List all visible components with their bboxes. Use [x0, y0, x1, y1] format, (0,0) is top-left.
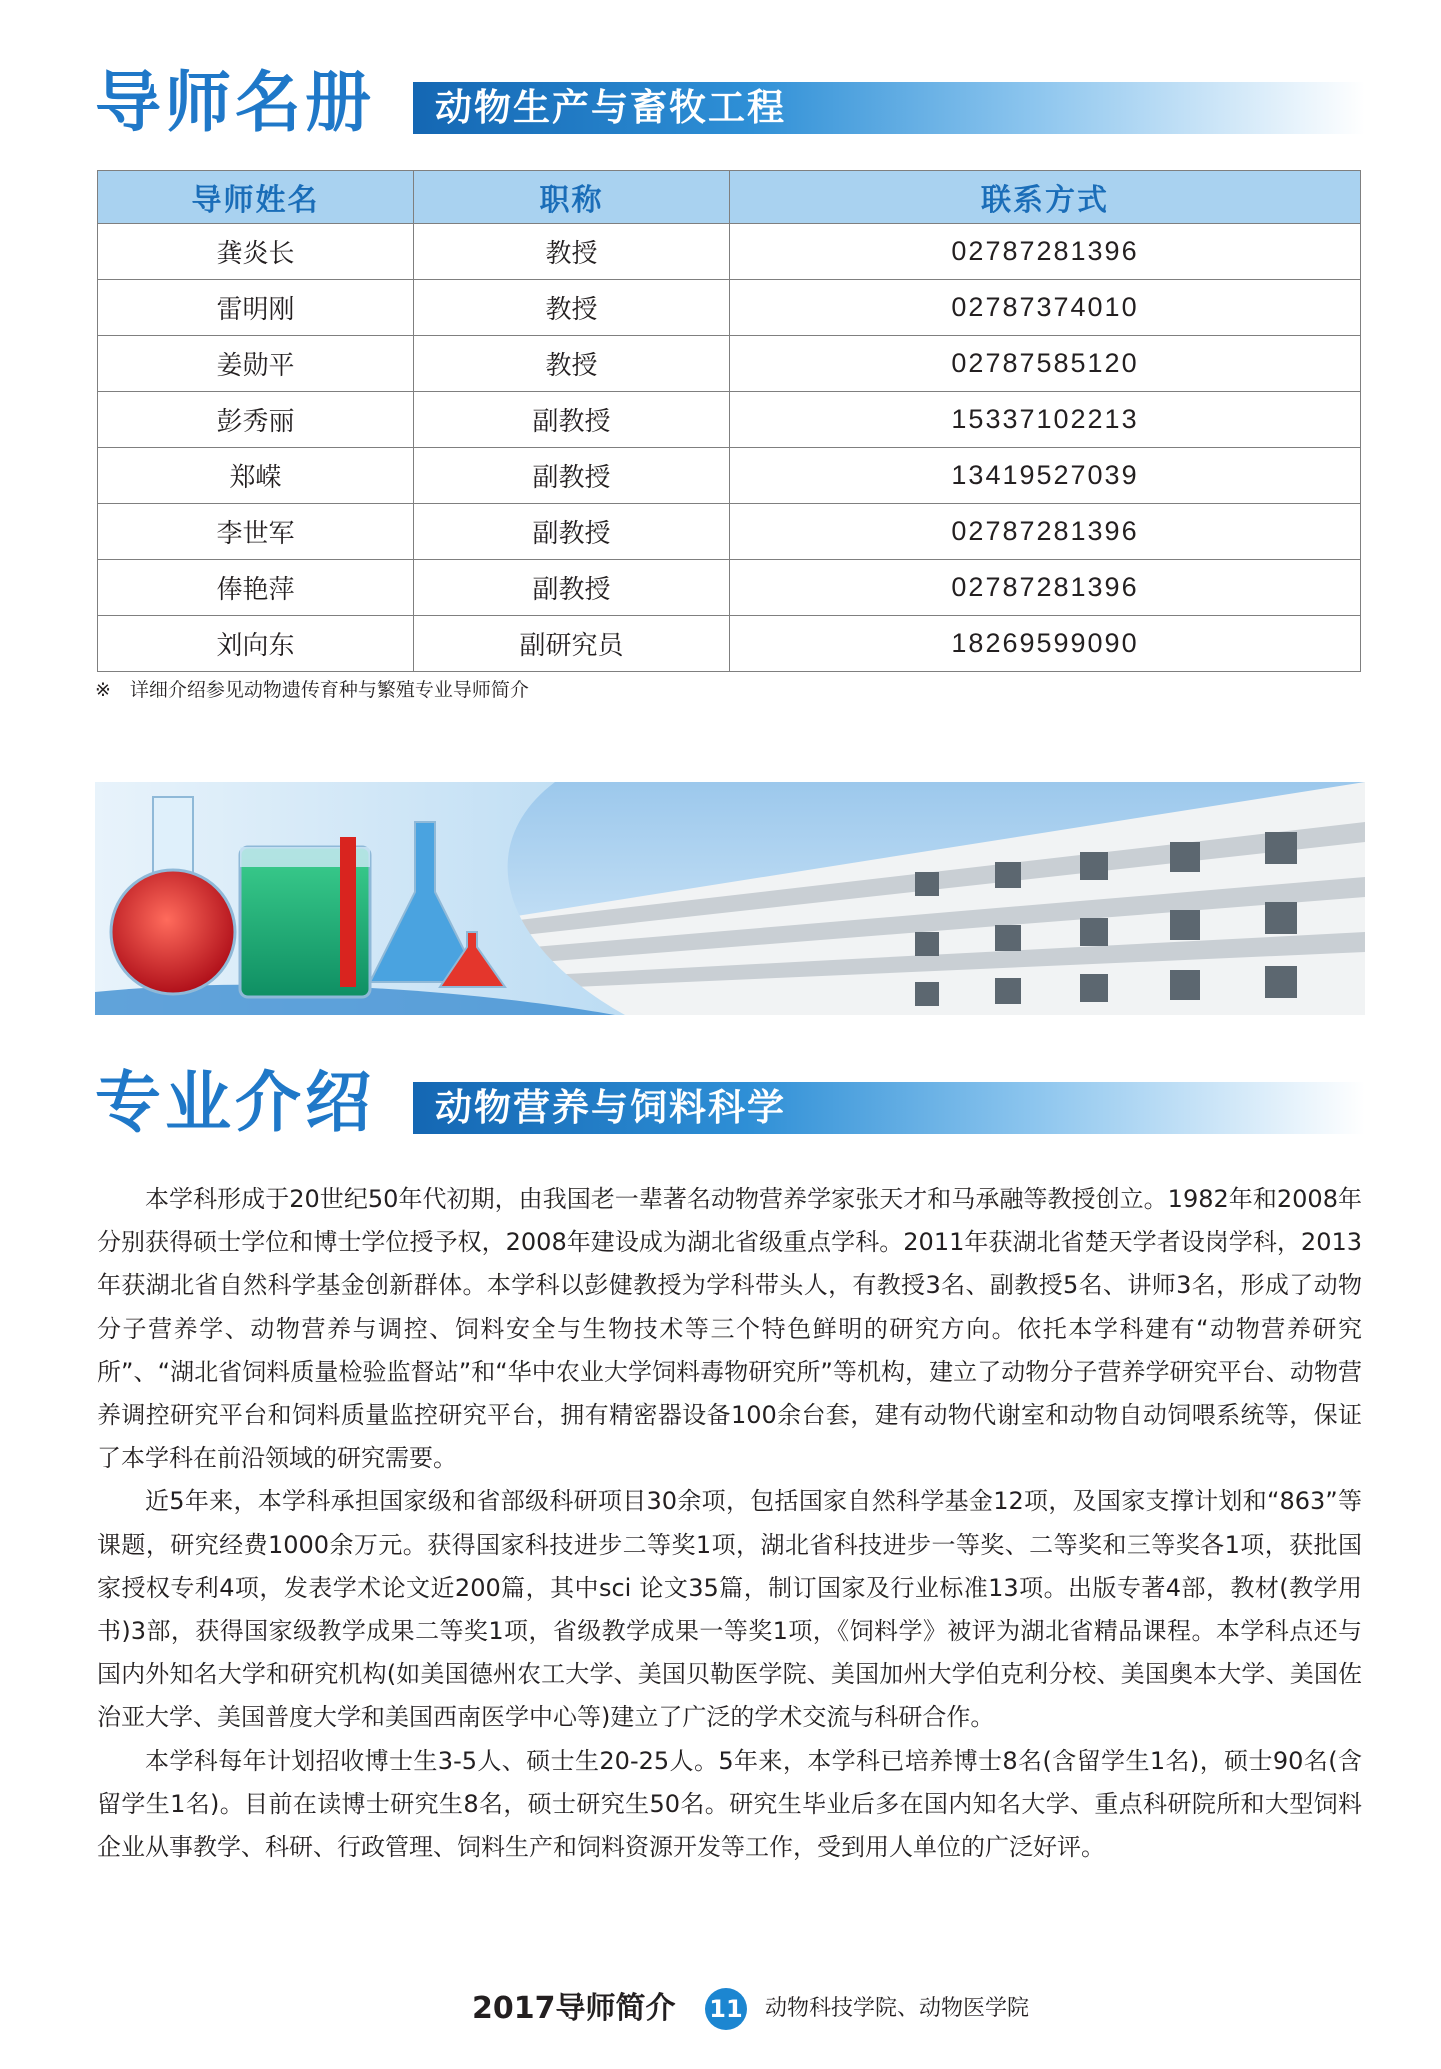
table-row: [98, 280, 1361, 336]
mentor-phone: 15337102213: [730, 392, 1361, 448]
header-title: 职称: [414, 171, 730, 224]
mentor-title: 副教授: [414, 392, 730, 448]
mentor-section-header: [95, 64, 1365, 141]
mentor-title: 教授: [414, 336, 730, 392]
lab-building-banner: [95, 782, 1365, 1015]
page-footer: [0, 1984, 1441, 2034]
page-number: 11: [705, 1988, 747, 2030]
banner-illustration: [95, 782, 1365, 1015]
mentor-title: 教授: [414, 224, 730, 280]
table-footnote: ※ 详细介绍参见动物遗传育种与繁殖专业导师简介: [95, 679, 529, 701]
mentor-name: 俸艳萍: [98, 560, 414, 616]
mentor-phone: 02787585120: [730, 336, 1361, 392]
mentor-name: 刘向东: [98, 616, 414, 672]
mentor-name: 姜勋平: [98, 336, 414, 392]
mentor-phone: 02787374010: [730, 280, 1361, 336]
intro-paragraph: 本学科每年计划招收博士生3-5人、硕士生20-25人。5年来，本学科已培养博士8名(含留学生1名)，硕士90名(含留学生1名)。目前在读博士研究生8名，硕士研究生50名。研究生毕业后多在国内知名大学、重点科研院所和大型饲料企业从事教学、科研、行政管理、饲料生产和饲料资源开发等工作，受到用人单位的广泛好评。: [97, 1746, 1362, 1862]
mentor-title: 副教授: [414, 560, 730, 616]
mentor-phone: 02787281396: [730, 224, 1361, 280]
intro-section-header: [95, 1064, 1365, 1141]
mentor-name: 李世军: [98, 504, 414, 560]
table-row: [98, 392, 1361, 448]
mentor-phone: 13419527039: [730, 448, 1361, 504]
mentor-section-subtitle: 动物生产与畜牧工程: [435, 86, 786, 129]
mentor-table: [97, 170, 1361, 672]
intro-section-subtitle: 动物营养与饲料科学: [435, 1086, 786, 1129]
intro-paragraph: 本学科形成于20世纪50年代初期，由我国老一辈著名动物营养学家张天才和马承融等教授创立。1982年和2008年分别获得硕士学位和博士学位授予权，2008年建设成为湖北省级重点学科。2011年获湖北省楚天学者设岗学科，2013年获湖北省自然科学基金创新群体。本学科以彭健教授为学科带头人，有教授3名、副教授5名、讲师3名，形成了动物分子营养学、动物营养与调控、饲料安全与生物技术等三个特色鲜明的研究方向。依托本学科建有“动物营养研究所”、“湖北省饲料质量检验监督站”和“华中农业大学饲料毒物研究所”等机构，建立了动物分子营养学研究平台、动物营养调控研究平台和饲料质量监控研究平台，拥有精密器设备100余台套，建有动物代谢室和动物自动饲喂系统等，保证了本学科在前沿领域的研究需要。: [97, 1185, 1362, 1473]
footer-title: 2017导师简介: [472, 1991, 676, 2026]
header-name: 导师姓名: [98, 171, 414, 224]
intro-section-title: 专业介绍: [95, 1064, 375, 1141]
mentor-phone: 18269599090: [730, 616, 1361, 672]
mentor-title: 副教授: [414, 504, 730, 560]
table-row: [98, 336, 1361, 392]
mentor-title: 副教授: [414, 448, 730, 504]
table-row: [98, 224, 1361, 280]
mentor-phone: 02787281396: [730, 560, 1361, 616]
mentor-name: 雷明刚: [98, 280, 414, 336]
mentor-name: 彭秀丽: [98, 392, 414, 448]
table-header-row: [98, 171, 1361, 224]
mentor-section-title: 导师名册: [95, 64, 375, 141]
mentor-name: 郑嵘: [98, 448, 414, 504]
intro-body: [97, 1178, 1362, 1869]
mentor-name: 龚炎长: [98, 224, 414, 280]
mentor-phone: 02787281396: [730, 504, 1361, 560]
mentor-title: 副研究员: [414, 616, 730, 672]
table-row: [98, 560, 1361, 616]
table-row: [98, 504, 1361, 560]
footer-college: 动物科技学院、动物医学院: [765, 1996, 1030, 2021]
table-row: [98, 616, 1361, 672]
header-contact: 联系方式: [730, 171, 1361, 224]
intro-paragraph: 近5年来，本学科承担国家级和省部级科研项目30余项，包括国家自然科学基金12项，及国家支撑计划和“863”等课题，研究经费1000余万元。获得国家科技进步二等奖1项，湖北省科技进步一等奖、二等奖和三等奖各1项，获批国家授权专利4项，发表学术论文近200篇，其中sci 论文35篇，制订国家及行业标准13项。出版专著4部，教材(教学用书)3部，获得国家级教学成果二等奖1项，省级教学成果一等奖1项，《饲料学》被评为湖北省精品课程。本学科点还与国内外知名大学和研究机构(如美国德州农工大学、美国贝勒医学院、美国加州大学伯克利分校、美国奥本大学、美国佐治亚大学、美国普度大学和美国西南医学中心等)建立了广泛的学术交流与科研合作。: [97, 1487, 1362, 1732]
table-row: [98, 448, 1361, 504]
mentor-title: 教授: [414, 280, 730, 336]
